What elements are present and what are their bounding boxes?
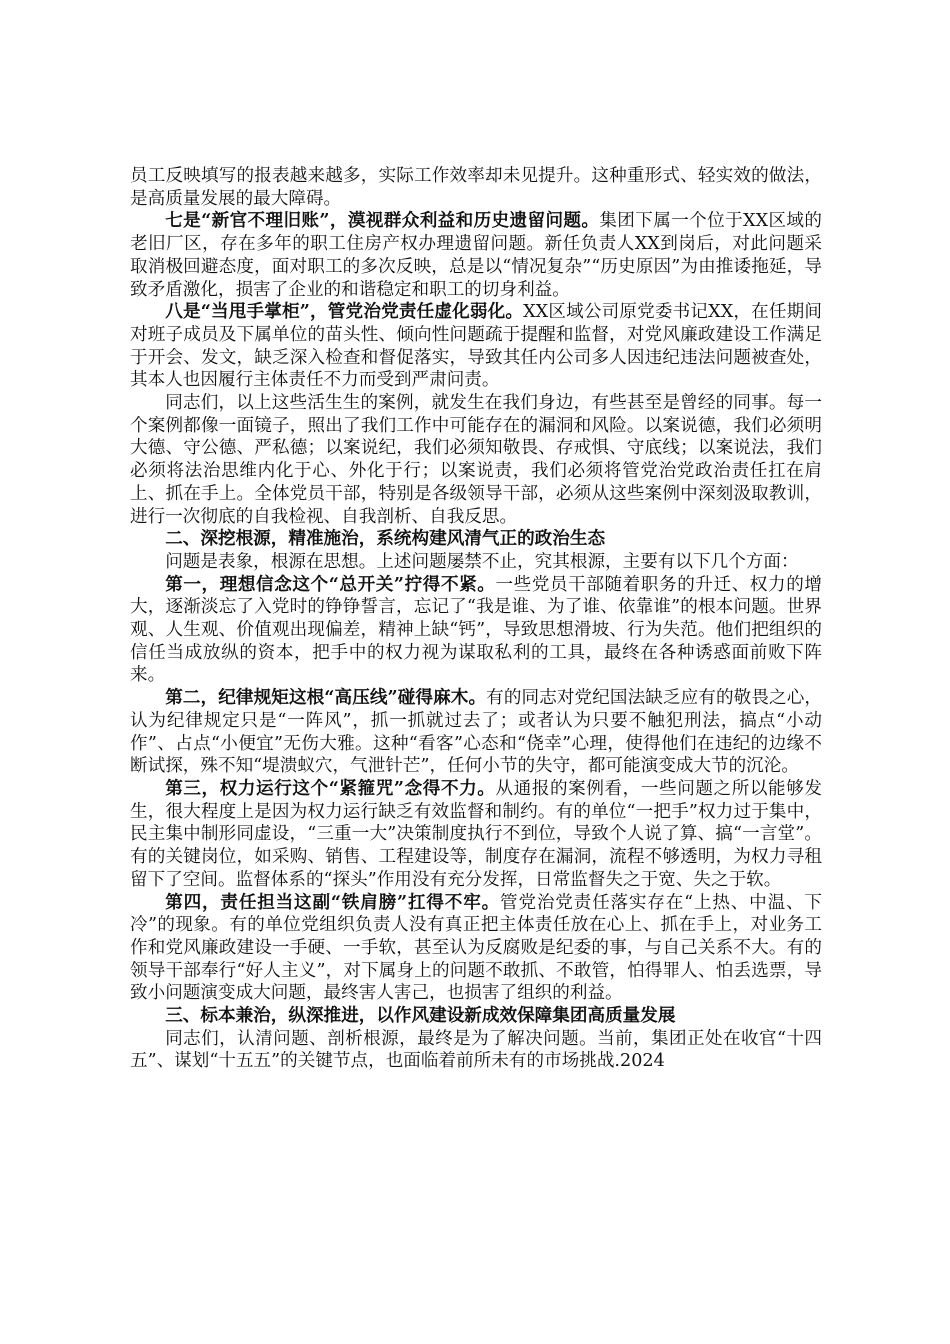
paragraph-4 [130, 392, 822, 528]
paragraph-3 [130, 301, 822, 392]
paragraph-body: 有的同志对党纪国法缺乏应有的敬畏之心，认为纪律规定只是“一阵风”，抓一抓就过去了；或者认为只要不触犯刑法，搞点“小动作”、占点“小便宜”无伤大雅。这种“看客”心态和“侥幸”心理，使得他们在违纪的边缘不断试探，殊不知“堤溃蚁穴，气泄针芒”，任何小节的失守，都可能演变成大节的沉沦。 [130, 688, 822, 777]
paragraph-lead: 第二，纪律规矩这根“高压线”碰得麻木。 [165, 687, 487, 709]
paragraph-9 [130, 892, 822, 1006]
section-heading-2: 二、深挖根源，精准施治，系统构建风清气正的政治生态 [165, 528, 606, 550]
paragraph-lead: 第三，权力运行这个“紧箍咒”念得不力。 [165, 777, 496, 799]
document-page [130, 165, 822, 1073]
paragraph-body: 管党治党责任落实存在“上热、中温、下冷”的现象。有的单位党组织负责人没有真正把主体责任放在心上、抓在手上，对业务工作和党风廉政建设一手硬、一手软，甚至认为反腐败是纪委的事，与自己关系不大。有的领导干部奉行“好人主义”，对下属身上的问题不敢抓、不敢管，怕得罪人、怕丢选票，导致小问题演变成大问题，最终害人害己，也损害了组织的利益。 [130, 892, 822, 1004]
paragraph-6 [130, 574, 822, 688]
paragraph-1 [130, 165, 822, 210]
paragraph-body: 集团下属一个位于XX区域的老旧厂区，存在多年的职工住房产权办理遗留问题。新任负责人XX到岗后，对此问题采取消极回避态度，面对职工的多次反映，总是以“情况复杂”“历史原因”为由推诿拖延，导致矛盾激化，损害了企业的和谐稳定和职工的切身利益。 [130, 211, 822, 300]
paragraph-body: XX区域公司原党委书记XX，在任期间对班子成员及下属单位的苗头性、倾向性问题疏于提醒和监督，对党风廉政建设工作满足于开会、发文，缺乏深入检查和督促落实，导致其任内公司多人因违纪违法问题被查处，其本人也因履行主体责任不力而受到严肃问责。 [130, 302, 822, 391]
paragraph-10 [130, 1028, 822, 1073]
paragraph-lead: 八是“当甩手掌柜”，管党治党责任虚化弱化。 [165, 301, 524, 323]
paragraph-body: 从通报的案例看，一些问题之所以能够发生，很大程度上是因为权力运行缺乏有效监督和制约。有的单位“一把手”权力过于集中，民主集中制形同虚设，“三重一大”决策制度执行不到位，导致个人说了算、搞“一言堂”。有的关键岗位，如采购、销售、工程建设等，制度存在漏洞，流程不够透明，为权力寻租留下了空间。监督体系的“探头”作用没有充分发挥，日常监督失之于宽、失之于软。 [130, 778, 822, 890]
paragraph-body: 员工反映填写的报表越来越多，实际工作效率却未见提升。这种重形式、轻实效的做法，是高质量发展的最大障碍。 [130, 166, 822, 209]
paragraph-lead: 七是“新官不理旧账”，漠视群众利益和历史遗留问题。 [165, 210, 600, 232]
paragraph-5 [130, 551, 822, 574]
paragraph-8 [130, 778, 822, 892]
section-heading-3: 三、标本兼治，纵深推进，以作风建设新成效保障集团高质量发展 [165, 1005, 676, 1027]
paragraph-body: 同志们，以上这些活生生的案例，就发生在我们身边，有些甚至是曾经的同事。每一个案例都像一面镜子，照出了我们工作中可能存在的漏洞和风险。以案说德，我们必须明大德、守公德、严私德；以案说纪，我们必须知敬畏、存戒惧、守底线；以案说法，我们必须将法治思维内化于心、外化于行；以案说责，我们必须将管党治党政治责任扛在肩上、抓在手上。全体党员干部，特别是各级领导干部，必须从这些案例中深刻汲取教训，进行一次彻底的自我检视、自我剖析、自我反思。 [130, 393, 822, 527]
paragraph-lead: 第一，理想信念这个“总开关”拧得不紧。 [165, 573, 496, 595]
paragraph-lead: 第四，责任担当这副“铁肩膀”扛得不牢。 [165, 891, 501, 913]
paragraph-body: 问题是表象，根源在思想。上述问题屡禁不止，究其根源，主要有以下几个方面： [165, 551, 799, 572]
paragraph-body: 同志们，认清问题、剖析根源，最终是为了解决问题。当前，集团正处在收官“十四五”、谋划“十五五”的关键节点，也面临着前所未有的市场挑战.2024 [130, 1028, 822, 1072]
paragraph-2 [130, 210, 822, 301]
paragraph-body: 一些党员干部随着职务的升迁、权力的增大，逐渐淡忘了入党时的铮铮誓言，忘记了“我是谁、为了谁、依靠谁”的根本问题。世界观、人生观、价值观出现偏差，精神上缺“钙”，导致思想滑坡、行为失范。他们把组织的信任当成放纵的资本，把手中的权力视为谋取私利的工具，最终在各种诱惑面前败下阵来。 [130, 574, 822, 686]
paragraph-7 [130, 687, 822, 778]
